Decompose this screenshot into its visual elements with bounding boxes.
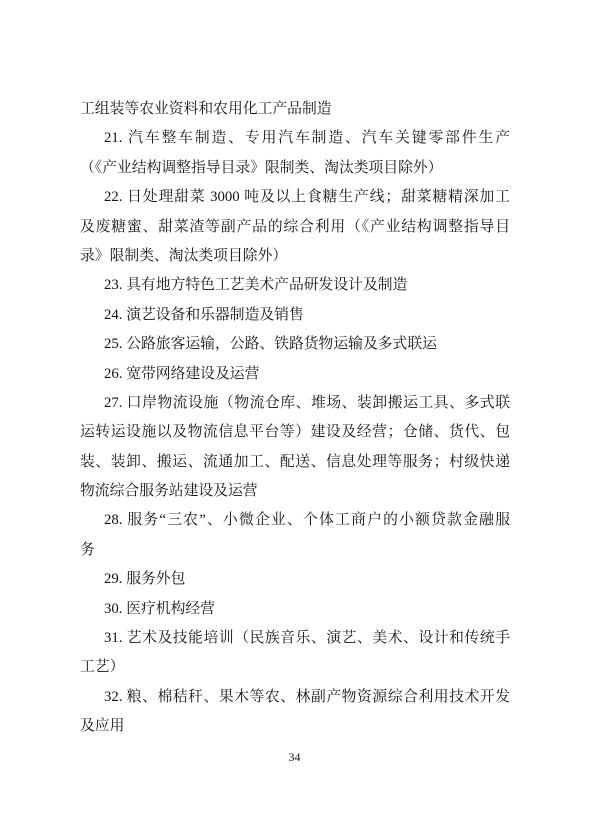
paragraph-item-30 <box>80 595 510 624</box>
text-line: 工组装等农业资料和农用化工产品制造 <box>80 101 332 117</box>
text-line: 21. 汽车整车制造、专用汽车制造、汽车关键零部件生产 <box>104 130 510 147</box>
text-line: 物流综合服务站建设及运营 <box>80 483 258 500</box>
text-line: 28. 服务“三农”、小微企业、个体工商户的小额贷款金融服 <box>104 512 510 529</box>
text-line: 29. 服务外包 <box>104 571 186 588</box>
text-line: 22. 日处理甜菜 3000 吨及以上食糖生产线；甜菜糖精深加工 <box>104 189 510 206</box>
text-line: 录》限制类、淘汰类项目除外） <box>80 247 288 264</box>
page-body <box>80 95 510 742</box>
page-number: 34 <box>288 750 301 764</box>
text-line: 装、装卸、搬运、流通加工、配送、信息处理等服务；村级快递 <box>80 453 510 470</box>
text-line: 工艺） <box>80 659 125 676</box>
paragraph-item-31 <box>80 624 510 683</box>
text-line: 31. 艺术及技能培训（民族音乐、演艺、美术、设计和传统手 <box>104 630 510 647</box>
paragraph-item-32 <box>80 683 510 742</box>
text-line: 30. 医疗机构经营 <box>104 600 215 617</box>
paragraph-item-27 <box>80 389 510 507</box>
text-line: 运转运设施以及物流信息平台等）建设及经营；仓储、货代、包 <box>80 424 510 441</box>
paragraph-item-29 <box>80 565 510 594</box>
text-line: 32. 粮、棉秸秆、果木等农、林副产物资源综合利用技术开发 <box>104 688 510 705</box>
paragraph-item-24 <box>80 301 510 330</box>
paragraph-item-28 <box>80 506 510 565</box>
text-line: 24. 演艺设备和乐器制造及销售 <box>104 306 304 323</box>
paragraph-item-21 <box>80 124 510 183</box>
text-line: 务 <box>80 541 95 558</box>
paragraph-item-23 <box>80 271 510 300</box>
paragraph-continuation <box>80 95 510 124</box>
paragraph-item-25 <box>80 330 510 359</box>
text-line: 27. 口岸物流设施（物流仓库、堆场、装卸搬运工具、多式联 <box>104 394 510 411</box>
paragraph-item-26 <box>80 360 510 389</box>
text-line: （《产业结构调整指导目录》限制类、淘汰类项目除外） <box>80 159 443 176</box>
text-line: 25. 公路旅客运输，公路、铁路货物运输及多式联运 <box>104 336 437 353</box>
text-line: 及应用 <box>80 718 125 735</box>
text-line: 及废糖蜜、甜菜渣等副产品的综合利用（《产业结构调整指导目 <box>80 218 510 235</box>
text-line: 23. 具有地方特色工艺美术产品研发设计及制造 <box>104 277 408 294</box>
paragraph-item-22 <box>80 183 510 271</box>
text-line: 26. 宽带网络建设及运营 <box>104 365 260 382</box>
